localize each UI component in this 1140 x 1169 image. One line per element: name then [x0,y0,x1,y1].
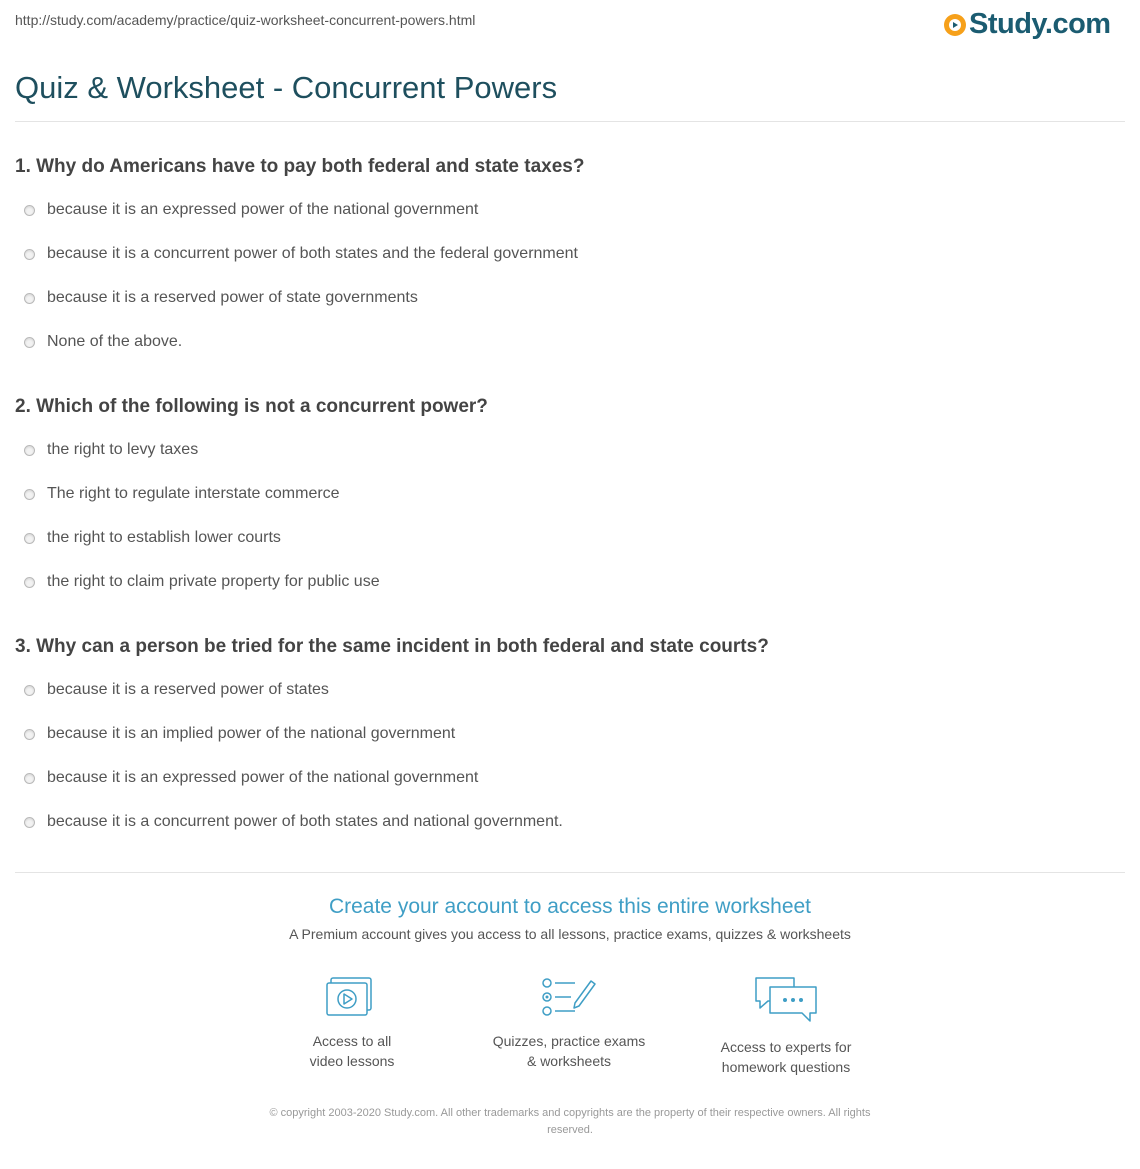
answer-option[interactable] [15,679,329,701]
answer-option[interactable] [15,723,455,745]
feature-label-line2: & worksheets [526,1053,612,1069]
question-3 [15,634,1125,830]
answer-label: None of the above. [47,333,183,350]
copyright-notice [215,1105,925,1139]
title-divider [15,121,1125,122]
answer-option[interactable] [15,331,182,353]
answer-label: because it is a reserved power of states [47,681,329,698]
radio-button[interactable] [24,685,35,696]
answer-option[interactable] [15,439,198,461]
radio-button[interactable] [24,773,35,784]
quiz-checklist-icon [541,975,597,1019]
question-text: 3. Why can a person be tried for the same incident in both federal and state courts? [15,636,769,657]
feature-label-line1: Quizzes, practice exams [492,1033,646,1049]
radio-button[interactable] [24,729,35,740]
answer-label: because it is a concurrent power of both states and the federal government [47,245,578,262]
study-logo[interactable] [944,8,1111,41]
radio-button[interactable] [24,577,35,588]
answer-option[interactable] [15,243,578,265]
radio-button[interactable] [24,293,35,304]
answer-option[interactable] [15,527,281,549]
radio-button[interactable] [24,445,35,456]
premium-description: A Premium account gives you access to all lessons, practice exams, quizzes & worksheets [289,926,851,942]
radio-button[interactable] [24,817,35,828]
logo-text: Study.com [969,8,1111,40]
video-lessons-icon [325,975,379,1019]
radio-button[interactable] [24,489,35,500]
answer-label: the right to levy taxes [47,441,199,458]
answer-label: because it is a reserved power of state governments [47,289,418,306]
question-2 [15,394,1125,590]
answer-option[interactable] [15,483,340,505]
answer-option[interactable] [15,767,478,789]
answer-label: The right to regulate interstate commerce [47,485,340,502]
radio-button[interactable] [24,249,35,260]
page-title: Quiz & Worksheet - Concurrent Powers [15,70,558,105]
answer-option[interactable] [15,571,380,593]
question-1 [15,154,1125,350]
answer-label: the right to establish lower courts [47,529,281,546]
answer-label: because it is an expressed power of the national government [47,769,479,786]
feature-label-line2: homework questions [721,1059,851,1075]
answer-label: because it is an expressed power of the national government [47,201,479,218]
top-bar [0,0,1140,60]
feature-label-line2: video lessons [309,1053,395,1069]
answer-option[interactable] [15,287,418,309]
study-logo-icon [944,14,966,36]
feature-label-line1: Access to all [312,1033,392,1049]
feature-label-line1: Access to experts for [720,1039,852,1055]
feature-experts [686,975,886,1077]
answer-label: the right to claim private property for public use [47,573,380,590]
chat-bubbles-icon [754,975,818,1025]
create-account-link[interactable]: Create your account to access this entire worksheet [328,895,812,918]
question-text: 2. Which of the following is not a concurrent power? [15,396,488,417]
answer-option[interactable] [15,199,478,221]
radio-button[interactable] [24,337,35,348]
page-url: http://study.com/academy/practice/quiz-worksheet-concurrent-powers.html [15,12,476,28]
radio-button[interactable] [24,205,35,216]
feature-quizzes [469,975,669,1071]
answer-label: because it is a concurrent power of both states and national government. [47,813,563,830]
answer-label: because it is an implied power of the national government [47,725,456,742]
answer-option[interactable] [15,811,563,833]
copyright-line1: © copyright 2003-2020 Study.com. All other trademarks and copyrights are the property of their respective owners. All rights [269,1107,871,1119]
copyright-line2: reserved. [547,1124,593,1136]
feature-video-lessons [252,975,452,1071]
cta-divider [15,872,1125,873]
radio-button[interactable] [24,533,35,544]
question-text: 1. Why do Americans have to pay both federal and state taxes? [15,156,585,177]
